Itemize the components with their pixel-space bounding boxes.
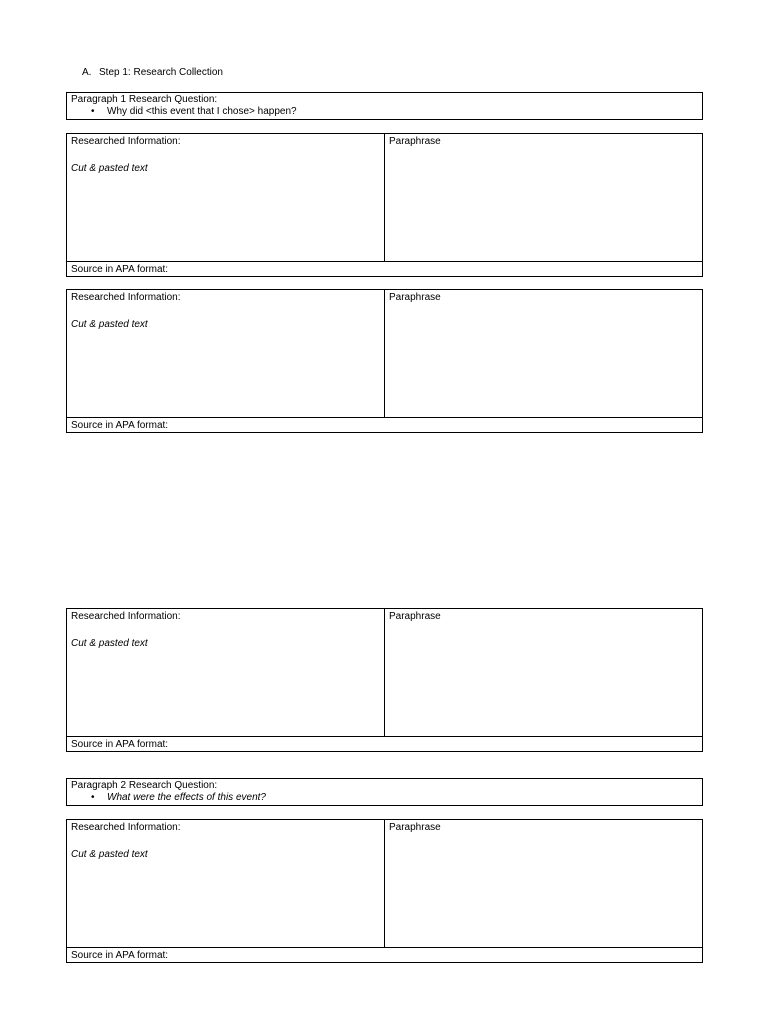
paraphrase-label: Paraphrase bbox=[389, 611, 441, 622]
researched-info-label: Researched Information: bbox=[71, 822, 181, 833]
question-label: Paragraph 2 Research Question: bbox=[71, 780, 218, 791]
research-table-4 bbox=[66, 819, 703, 963]
question-text: What were the effects of this event? bbox=[107, 792, 266, 803]
cut-pasted-text: Cut & pasted text bbox=[71, 319, 148, 330]
section-heading bbox=[82, 67, 223, 78]
source-apa-label: Source in APA format: bbox=[71, 739, 169, 750]
source-apa-label: Source in APA format: bbox=[71, 950, 169, 961]
question-text: Why did <this event that I chose> happen? bbox=[107, 106, 297, 117]
source-apa-label: Source in APA format: bbox=[71, 420, 169, 431]
paraphrase-cell[interactable] bbox=[385, 290, 702, 421]
bullet-marker: • bbox=[91, 106, 95, 117]
research-table-1 bbox=[66, 133, 703, 277]
section-number: A. bbox=[82, 67, 92, 78]
bullet-marker: • bbox=[91, 792, 95, 803]
research-table-3 bbox=[66, 608, 703, 752]
researched-info-cell[interactable] bbox=[67, 290, 385, 417]
researched-info-label: Researched Information: bbox=[71, 136, 181, 147]
paraphrase-cell[interactable] bbox=[385, 134, 702, 265]
researched-info-cell[interactable] bbox=[67, 134, 385, 261]
section-title: Step 1: Research Collection bbox=[99, 67, 223, 78]
question-bullet-row bbox=[71, 106, 698, 118]
paraphrase-label: Paraphrase bbox=[389, 292, 441, 303]
researched-info-cell[interactable] bbox=[67, 609, 385, 736]
table-top-row bbox=[67, 290, 702, 418]
researched-info-label: Researched Information: bbox=[71, 611, 181, 622]
cut-pasted-text: Cut & pasted text bbox=[71, 163, 148, 174]
table-top-row bbox=[67, 134, 702, 262]
source-apa-label: Source in APA format: bbox=[71, 264, 169, 275]
cut-pasted-text: Cut & pasted text bbox=[71, 849, 148, 860]
researched-info-cell[interactable] bbox=[67, 820, 385, 947]
question-label: Paragraph 1 Research Question: bbox=[71, 94, 218, 105]
paraphrase-label: Paraphrase bbox=[389, 136, 441, 147]
question-bullet-row bbox=[71, 792, 698, 804]
table-top-row bbox=[67, 609, 702, 737]
paraphrase-cell[interactable] bbox=[385, 609, 702, 740]
table-top-row bbox=[67, 820, 702, 948]
cut-pasted-text: Cut & pasted text bbox=[71, 638, 148, 649]
paraphrase-cell[interactable] bbox=[385, 820, 702, 951]
researched-info-label: Researched Information: bbox=[71, 292, 181, 303]
research-table-2 bbox=[66, 289, 703, 433]
paraphrase-label: Paraphrase bbox=[389, 822, 441, 833]
paragraph-1-question-box bbox=[66, 92, 703, 120]
paragraph-2-question-box bbox=[66, 778, 703, 806]
